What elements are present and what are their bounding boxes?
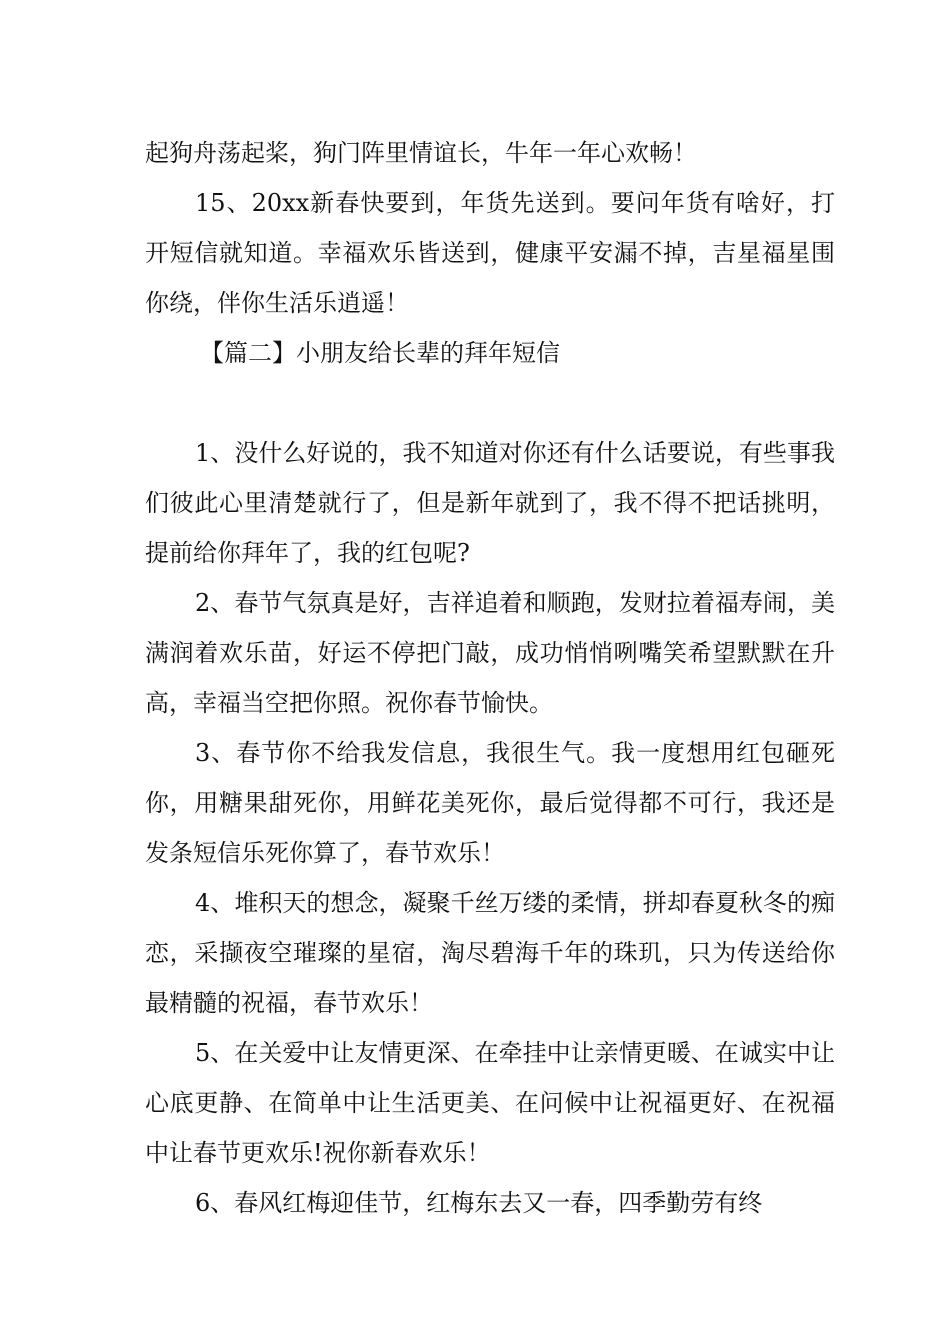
greeting-item-15: 15、20xx新春快要到，年货先送到。要问年货有啥好，打开短信就知道。幸福欢乐皆送到，健康平安漏不掉，吉星福星围你绕，伴你生活乐逍遥！: [145, 189, 835, 317]
continuation-paragraph: 起狗舟荡起桨，狗门阵里情谊长，牛年一年心欢畅！: [145, 139, 697, 167]
greeting-item-4: 4、堆积天的想念，凝聚千丝万缕的柔情，拼却春夏秋冬的痴恋，采撷夜空璀璨的星宿，淘尽碧海千年的珠玑，只为传送给你最精髓的祝福，春节欢乐！: [145, 889, 835, 1017]
greeting-item-2: 2、春节气氛真是好，吉祥追着和顺跑，发财拉着福寿闹，美满润着欢乐苗，好运不停把门敲，成功悄悄咧嘴笑希望默默在升高，幸福当空把你照。祝你春节愉快。: [145, 589, 835, 717]
greeting-item-1: 1、没什么好说的，我不知道对你还有什么话要说，有些事我们彼此心里清楚就行了，但是新年就到了，我不得不把话挑明，提前给你拜年了，我的红包呢?: [145, 439, 835, 567]
section-heading: 【篇二】小朋友给长辈的拜年短信: [200, 339, 560, 367]
document-body: [145, 128, 835, 1228]
greeting-item-3: 3、春节你不给我发信息，我很生气。我一度想用红包砸死你，用糖果甜死你，用鲜花美死你，最后觉得都不可行，我还是发条短信乐死你算了，春节欢乐！: [145, 739, 835, 867]
section-spacer: [145, 378, 835, 428]
greeting-item-6: 6、春风红梅迎佳节，红梅东去又一春，四季勤劳有终: [195, 1189, 763, 1217]
greeting-item-5: 5、在关爱中让友情更深、在牵挂中让亲情更暖、在诚实中让心底更静、在简单中让生活更美、在问候中让祝福更好、在祝福中让春节更欢乐!祝你新春欢乐！: [145, 1039, 835, 1167]
